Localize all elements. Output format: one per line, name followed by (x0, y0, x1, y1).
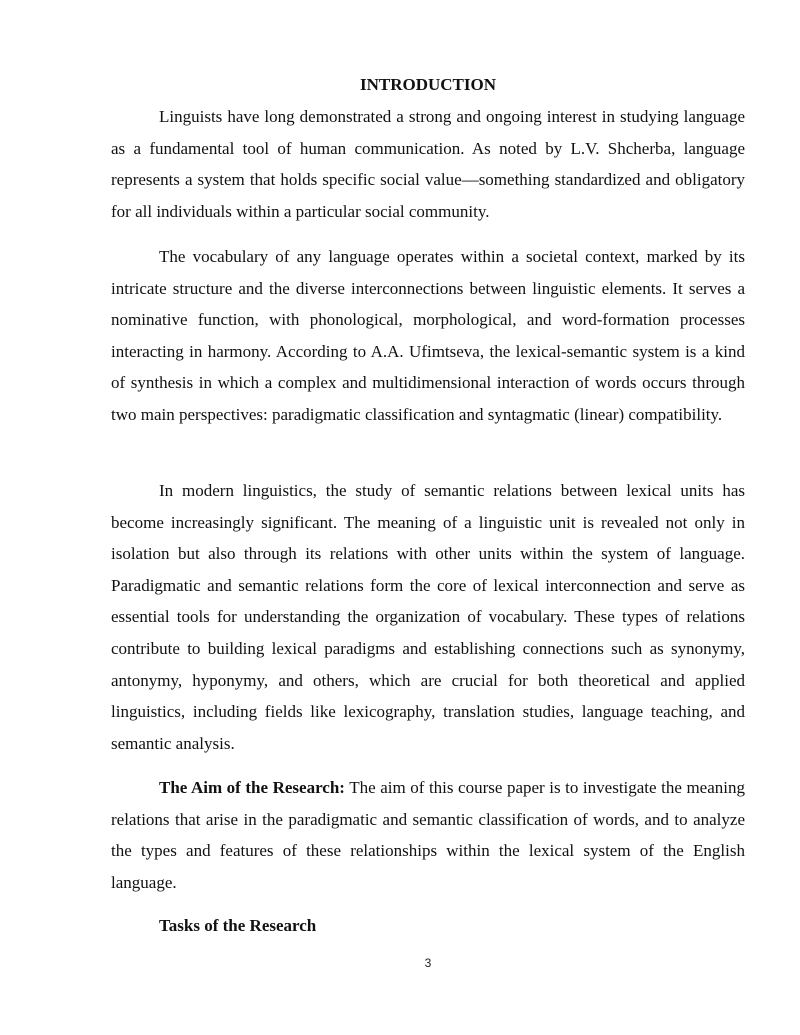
aim-label: The Aim of the Research: (159, 778, 345, 797)
paragraph-1: Linguists have long demonstrated a strong and ongoing interest in studying language as a fundamental tool of human communication. As noted by L.V. Shcherba, language represents a system that holds specific social value—something standardized and obligatory for all individuals within a particular social community. (111, 107, 745, 221)
aim-paragraph (111, 772, 745, 898)
paragraph-2: The vocabulary of any language operates within a societal context, marked by its intricate structure and the diverse interconnections between linguistic elements. It serves a nominative function, with phonological, morphological, and word-formation processes interacting in harmony. According to A.A. Ufimtseva, the lexical-semantic system is a kind of synthesis in which a complex and multidimensional interaction of words occurs through two main perspectives: paradigmatic classification and syntagmatic (linear) compatibility. (111, 247, 745, 424)
page-title: INTRODUCTION (359, 75, 497, 94)
tasks-heading: Tasks of the Research (159, 916, 317, 935)
paragraph-3: In modern linguistics, the study of semantic relations between lexical units has become increasingly significant. The meaning of a linguistic unit is revealed not only in isolation but also through its relations with other units within the system of language. Paradigmatic and semantic relations form the core of lexical interconnection and serve as essential tools for understanding the organization of vocabulary. These types of relations contribute to building lexical paradigms and establishing connections such as synonymy, antonymy, hyponymy, and others, which are crucial for both theoretical and applied linguistics, including fields like lexicography, translation studies, language teaching, and semantic analysis. (111, 481, 745, 753)
aim-text: The aim of this course paper is to investigate the meaning relations that arise in the paradigmatic and semantic classification of words, and to analyze the types and features of these relationships within the lexical system of the English language. (111, 778, 745, 892)
page-number: 3 (424, 956, 432, 970)
